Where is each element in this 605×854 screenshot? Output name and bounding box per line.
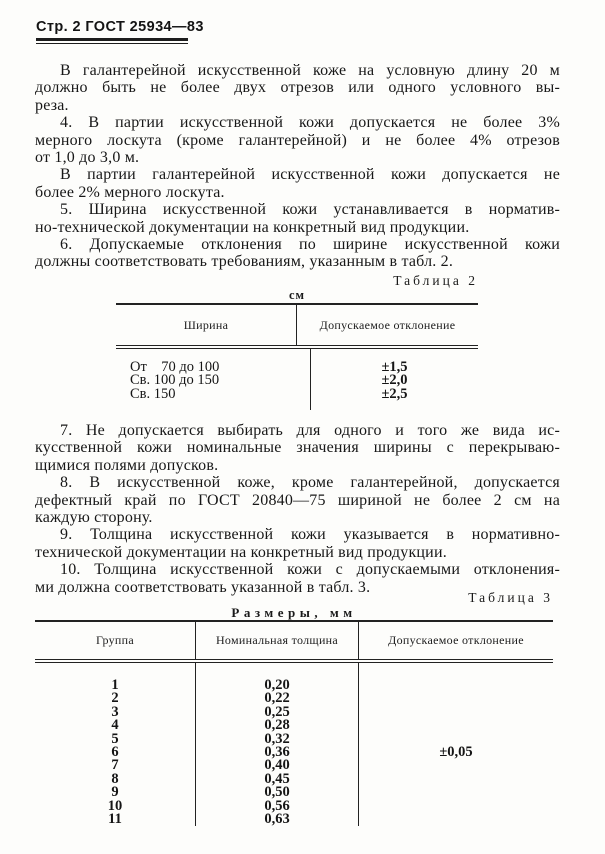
table-3-group-cell: 1 [111, 677, 119, 693]
body-text-lower [35, 422, 560, 596]
table-3 [35, 591, 553, 826]
table-2-range-cell: От 70 до 100 [130, 359, 220, 375]
paragraph-line: 9. Толщина искусственной кожи указывается в нормативно- [60, 526, 560, 544]
table-2-unit: см [288, 288, 306, 302]
table-3-header-row [35, 622, 553, 663]
table-2-range-cell: Св. 100 до 150 [130, 372, 220, 389]
paragraph-line: реза. [35, 96, 69, 114]
table-3-group-cell: 10 [107, 797, 123, 814]
paragraph-line: кусственной кожи номинальные значения ширины с перекрываю- [35, 439, 560, 457]
page-header [36, 19, 204, 44]
table-3-col-header-deviation: Допускаемое отклонение [388, 633, 524, 647]
paragraph-line: В галантерейной искусственной коже на условную длину 20 м [60, 62, 560, 79]
paragraph-line: должны соответствовать требованиям, указанным в табл. 2. [35, 253, 454, 271]
table-2-col-header-width: Ширина [116, 305, 297, 345]
page-header-rule [36, 38, 188, 44]
table-3-deviation-value: ±0,05 [439, 744, 473, 760]
table-2 [116, 274, 478, 410]
table-3-col-header-group: Группа [35, 622, 196, 659]
paragraph-line: щимися полями допусков. [35, 456, 219, 474]
paragraph-line: 7. Не допускается выбирать для одного и того же вида ис- [60, 422, 560, 439]
paragraph-line: каждую сторону. [35, 509, 153, 527]
table-3-group-cell: 7 [111, 757, 119, 774]
table-2-range-column [116, 349, 311, 410]
table-3-thickness-cell: 0,56 [264, 797, 290, 814]
table-3-body [35, 663, 553, 826]
table-3-thickness-cell: 0,32 [264, 730, 290, 747]
table-3-thickness-cell: 0,28 [264, 717, 290, 734]
table-2-deviation-cell: ±2,0 [381, 372, 408, 389]
paragraph-line: но-технической документации на конкретный вид продукции. [35, 218, 470, 236]
table-3-group-column [35, 663, 196, 826]
table-3-unit: Размеры, мм [231, 605, 357, 620]
paragraph-line: 10. Толщина искусственной кожи с допускаемыми отклонения- [60, 561, 560, 579]
table-3-thickness-cell: 0,50 [264, 784, 290, 801]
table-3-group-cell: 6 [111, 744, 119, 761]
table-3-thickness-cell: 0,25 [264, 703, 290, 720]
table-3-group-cell: 2 [111, 690, 119, 707]
paragraph-line: технической документации на конкретный вид продукции. [35, 543, 447, 561]
table-3-thickness-cell: 0,40 [264, 757, 290, 774]
table-3-grid [35, 620, 553, 826]
paragraph-line: должно быть не более двух отрезов или одного условного вы- [35, 79, 560, 97]
table-3-thickness-column [196, 663, 359, 826]
table-3-group-cell: 3 [111, 703, 119, 720]
table-2-label: Таблица 2 [393, 273, 478, 288]
table-3-label: Таблица 3 [468, 590, 553, 605]
table-2-deviation-cell: ±2,5 [381, 385, 408, 402]
table-3-thickness-cell: 0,20 [264, 677, 290, 693]
body-text-upper [35, 62, 560, 271]
table-3-thickness-cell: 0,22 [264, 690, 290, 707]
table-2-deviation-cell: ±1,5 [381, 359, 408, 375]
table-3-thickness-cell: 0,63 [264, 811, 290, 828]
paragraph-line: мерного лоскута (кроме галантерейной) и не более 4% отрезов [35, 131, 560, 149]
table-3-group-cell: 11 [108, 811, 122, 828]
paragraph-line: 5. Ширина искусственной кожи устанавливается в норматив- [60, 201, 560, 219]
table-2-col-header-deviation: Допускаемое отклонение [319, 317, 456, 332]
table-2-deviation-column [311, 349, 478, 410]
table-3-group-cell: 9 [111, 784, 119, 801]
table-3-col-header-thickness: Номинальная толщина [196, 622, 359, 659]
table-2-header-row [116, 305, 478, 349]
table-3-deviation-column [359, 663, 553, 826]
paragraph-line: В партии галантерейной искусственной кожи допускается не [60, 166, 560, 184]
paragraph-line: ми должна соответствовать указанной в табл. 3. [35, 578, 371, 596]
table-3-group-cell: 5 [111, 730, 119, 747]
paragraph-line: 8. В искусственной коже, кроме галантерейной, допускается [60, 474, 560, 492]
paragraph-line: 4. В партии искусственной кожи допускается не более 3% [60, 114, 560, 132]
table-2-grid [116, 303, 478, 410]
table-3-thickness-cell: 0,36 [264, 744, 290, 761]
paragraph-line: дефектный край по ГОСТ 20840—75 шириной не более 2 см на [35, 491, 560, 509]
page-header-title: Стр. 2 ГОСТ 25934—83 [36, 19, 204, 35]
table-2-body [116, 349, 478, 410]
table-3-group-cell: 8 [111, 770, 119, 787]
table-3-group-cell: 4 [111, 717, 119, 734]
paragraph-line: более 2% мерного лоскута. [35, 183, 225, 201]
paragraph-line: 6. Допускаемые отклонения по ширине искусственной кожи [60, 236, 560, 254]
table-2-range-cell: Св. 150 [130, 385, 176, 402]
table-3-thickness-cell: 0,45 [264, 770, 290, 787]
paragraph-line: от 1,0 до 3,0 м. [35, 149, 140, 167]
